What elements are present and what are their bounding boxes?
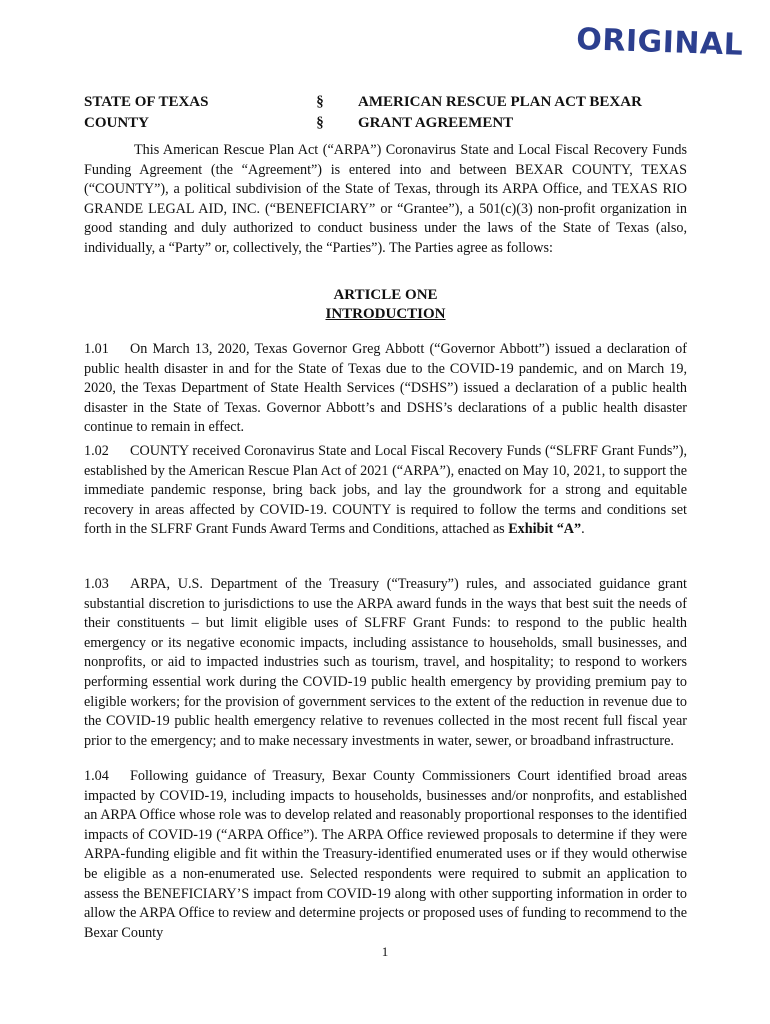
page-number: 1: [381, 944, 389, 959]
caption-title-line1: AMERICAN RESCUE PLAN ACT BEXAR: [358, 94, 642, 110]
section-number: 1.01: [84, 341, 109, 357]
section-symbol: §: [316, 94, 324, 110]
section-text: On March 13, 2020, Texas Governor Greg Abbott (“Governor Abbott”) issued a declaration of public health disaster in and for the State of Texas due to the COVID-19 pandemic, and on March 19, 2020, the Texas Department of State Health Services (“DSHS”) issued a declaration of a public health disaster in the State of Texas. Governor Abbott’s and DSHS’s declarations of a public health disaster continue to remain in effect.: [84, 341, 687, 436]
article-heading: [84, 286, 687, 324]
section-text: Following guidance of Treasury, Bexar County Commissioners Court identified broad areas impacted by COVID-19, including impacts to households, businesses and/or nonprofits, and established an ARPA Office whose role was to develop related and reasonably proportional responses to the identified impacts of COVID-19 (“ARPA Office”). The ARPA Office reviewed proposals to determine if they were ARPA-funding eligible and fit within the Treasury-identified enumerated uses or if they would otherwise be eligible as a non-enumerated use. Selected respondents were required to submit an application to assess the BENEFICIARY’S impact from COVID-19 along with other supporting information in order to allow the ARPA Office to review and determine projects or proposed uses of funding to recommend to the Bexar County: [84, 768, 687, 941]
section-text: COUNTY received Coronavirus State and Local Fiscal Recovery Funds (“SLFRF Grant Funds”), established by the American Rescue Plan Act of 2021 (“ARPA”), enacted on May 10, 2021, to support the immediate pandemic response, bring back jobs, and lay the groundwork for a strong and equitable recovery in areas affected by COVID-19. COUNTY is required to follow the terms and conditions set forth in the SLFRF Grant Funds Award Terms and Conditions, attached as: [84, 443, 687, 538]
article-subtitle: INTRODUCTION: [325, 306, 446, 322]
caption-title-line2: GRANT AGREEMENT: [358, 115, 514, 131]
section-1-03: [84, 575, 687, 751]
caption-section-symbols: [312, 92, 328, 134]
section-1-04: [84, 767, 687, 943]
section-number: 1.03: [84, 576, 109, 592]
caption-left: [84, 92, 208, 134]
intro-paragraph: This American Rescue Plan Act (“ARPA”) Coronavirus State and Local Fiscal Recovery Funds Funding Agreement (the “Agreement”) is entered into and between BEXAR COUNTY, TEXAS (“COUNTY”), a political subdivision of the State of Texas, through its ARPA Office, and TEXAS RIO GRANDE LEGAL AID, INC. (“BENEFICIARY” or “Grantee”), a 501(c)(3) non-profit organization in good standing and duly authorized to conduct business under the laws of the State of Texas (also, individually, a “Party” or, collectively, the “Parties”). The Parties agree as follows:: [84, 142, 687, 256]
article-title: ARTICLE ONE: [333, 287, 438, 303]
section-symbol: §: [316, 115, 324, 131]
section-number: 1.04: [84, 768, 109, 784]
caption-right: [358, 92, 642, 134]
exhibit-reference: Exhibit “A”: [508, 521, 582, 538]
caption-county: COUNTY: [84, 115, 150, 131]
section-1-02: [84, 442, 687, 540]
original-stamp: ORIGINAL: [575, 22, 744, 63]
section-1-01: [84, 340, 687, 438]
section-tail: .: [581, 521, 585, 538]
section-text: ARPA, U.S. Department of the Treasury (“Treasury”) rules, and associated guidance grant substantial discretion to jurisdictions to use the ARPA award funds in the ways that best suit the needs of their constituents – but limit eligible uses of SLFRF Grant Funds: to respond to the public health emergency or its negative economic impacts, including assistance to households, small businesses, and nonprofits, or aid to impacted industries such as tourism, travel, and hospitality; to respond to workers performing essential work during the COVID-19 public health emergency by providing premium pay to eligible workers; for the provision of government services to the extent of the reduction in revenue due to the COVID-19 public health emergency relative to revenues collected in the most recent full fiscal year prior to the emergency; and to make necessary investments in water, sewer, or broadband infrastructure.: [84, 576, 687, 749]
section-number: 1.02: [84, 443, 109, 459]
caption-state: STATE OF TEXAS: [84, 94, 209, 110]
